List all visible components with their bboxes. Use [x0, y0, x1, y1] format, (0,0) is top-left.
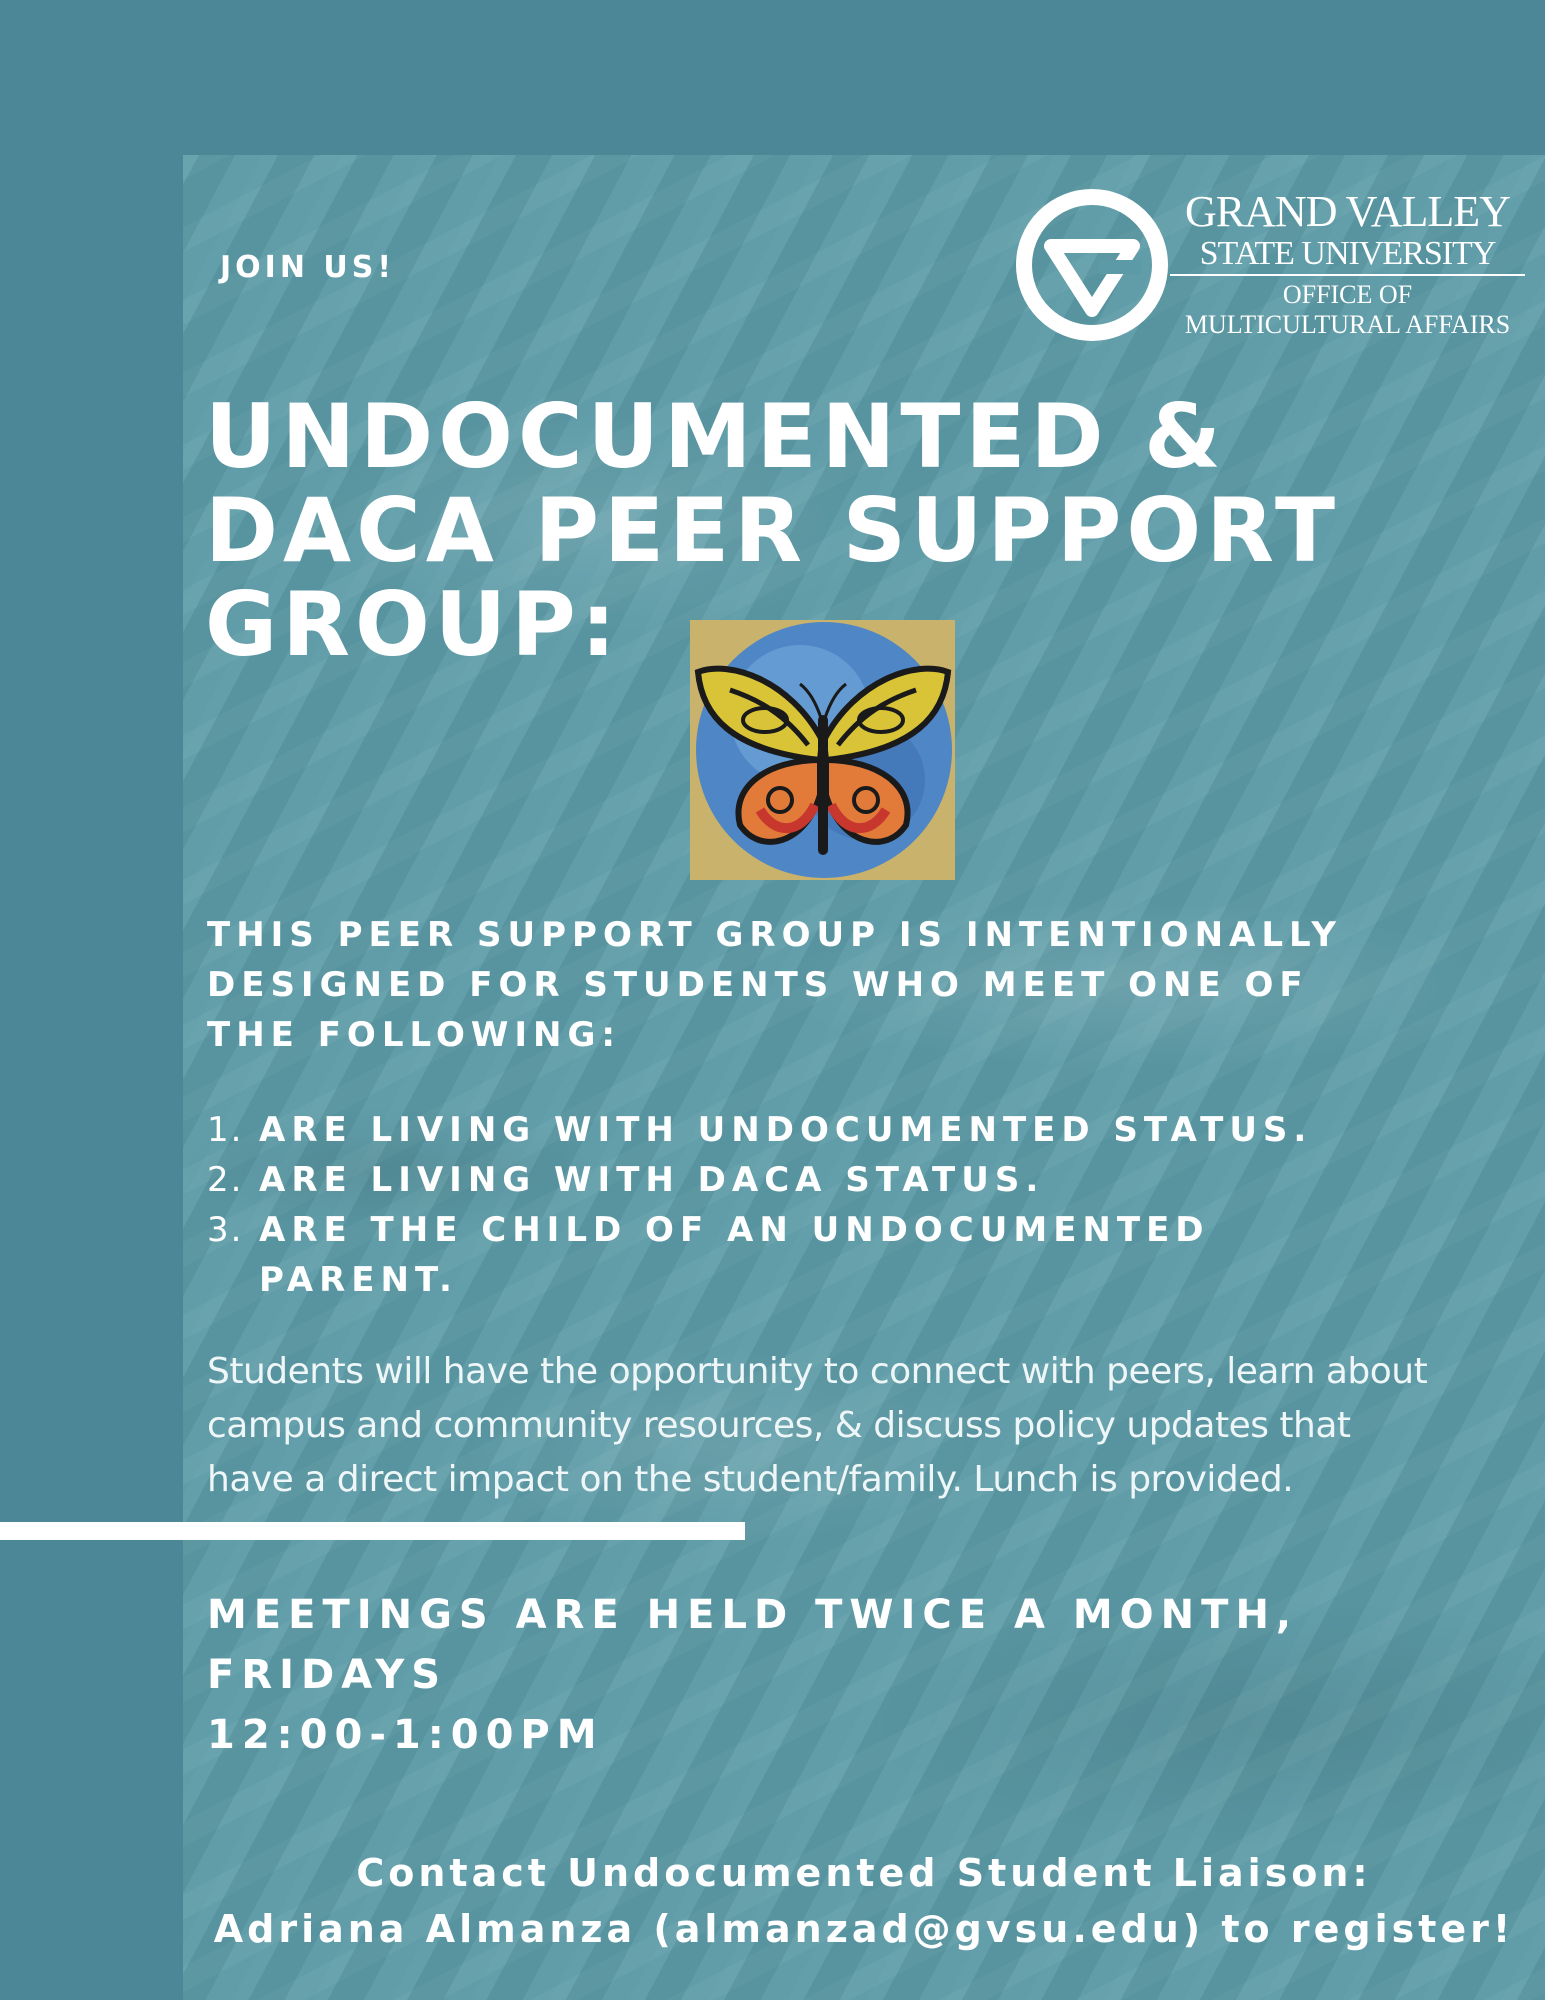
logo-office-line2: MULTICULTURAL AFFAIRS — [1184, 310, 1511, 339]
list-number: 2. — [207, 1160, 244, 1200]
title-line2: DACA PEER SUPPORT — [205, 479, 1341, 582]
title-line1: UNDOCUMENTED & — [205, 385, 1226, 488]
logo-university-line1: GRAND VALLEY — [1185, 187, 1510, 236]
butterfly-artwork — [690, 620, 955, 880]
contact-heading: Contact Undocumented Student Liaison: — [356, 1851, 1372, 1895]
list-number: 1. — [207, 1110, 244, 1150]
contact-info — [183, 1845, 1545, 1957]
logo-university-line2: STATE UNIVERSITY — [1170, 236, 1525, 276]
list-item — [207, 1205, 1387, 1305]
gvsu-logo-icon — [1015, 188, 1170, 343]
divider-bar — [0, 1522, 745, 1540]
title-line3: GROUP: — [205, 573, 621, 676]
meeting-frequency: MEETINGS ARE HELD TWICE A MONTH, — [207, 1592, 1299, 1638]
criteria-list — [207, 1105, 1387, 1305]
list-text: ARE THE CHILD OF AN UNDOCUMENTED PARENT. — [259, 1210, 1210, 1300]
join-us-label: JOIN US! — [220, 250, 396, 285]
logo-office-line1: OFFICE OF — [1282, 280, 1413, 309]
meeting-time: 12:00-1:00PM — [207, 1712, 604, 1758]
description-text: Students will have the opportunity to connect with peers, learn about campus and community resources, & discuss policy updates that have a direct impact on the student/family. Lunch is provided. — [207, 1351, 1428, 1500]
meeting-schedule — [207, 1585, 1457, 1765]
list-text: ARE LIVING WITH UNDOCUMENTED STATUS. — [259, 1110, 1313, 1150]
gvsu-logo — [1015, 188, 1525, 348]
list-number: 3. — [207, 1210, 244, 1250]
list-text: ARE LIVING WITH DACA STATUS. — [259, 1160, 1045, 1200]
meeting-day: FRIDAYS — [207, 1652, 448, 1698]
intro-text: THIS PEER SUPPORT GROUP IS INTENTIONALLY DESIGNED FOR STUDENTS WHO MEET ONE OF THE FOLLOWING: — [207, 915, 1343, 1055]
list-item — [207, 1155, 1387, 1205]
contact-details: Adriana Almanza (almanzad@gvsu.edu) to register! — [213, 1907, 1515, 1951]
list-item — [207, 1105, 1387, 1155]
